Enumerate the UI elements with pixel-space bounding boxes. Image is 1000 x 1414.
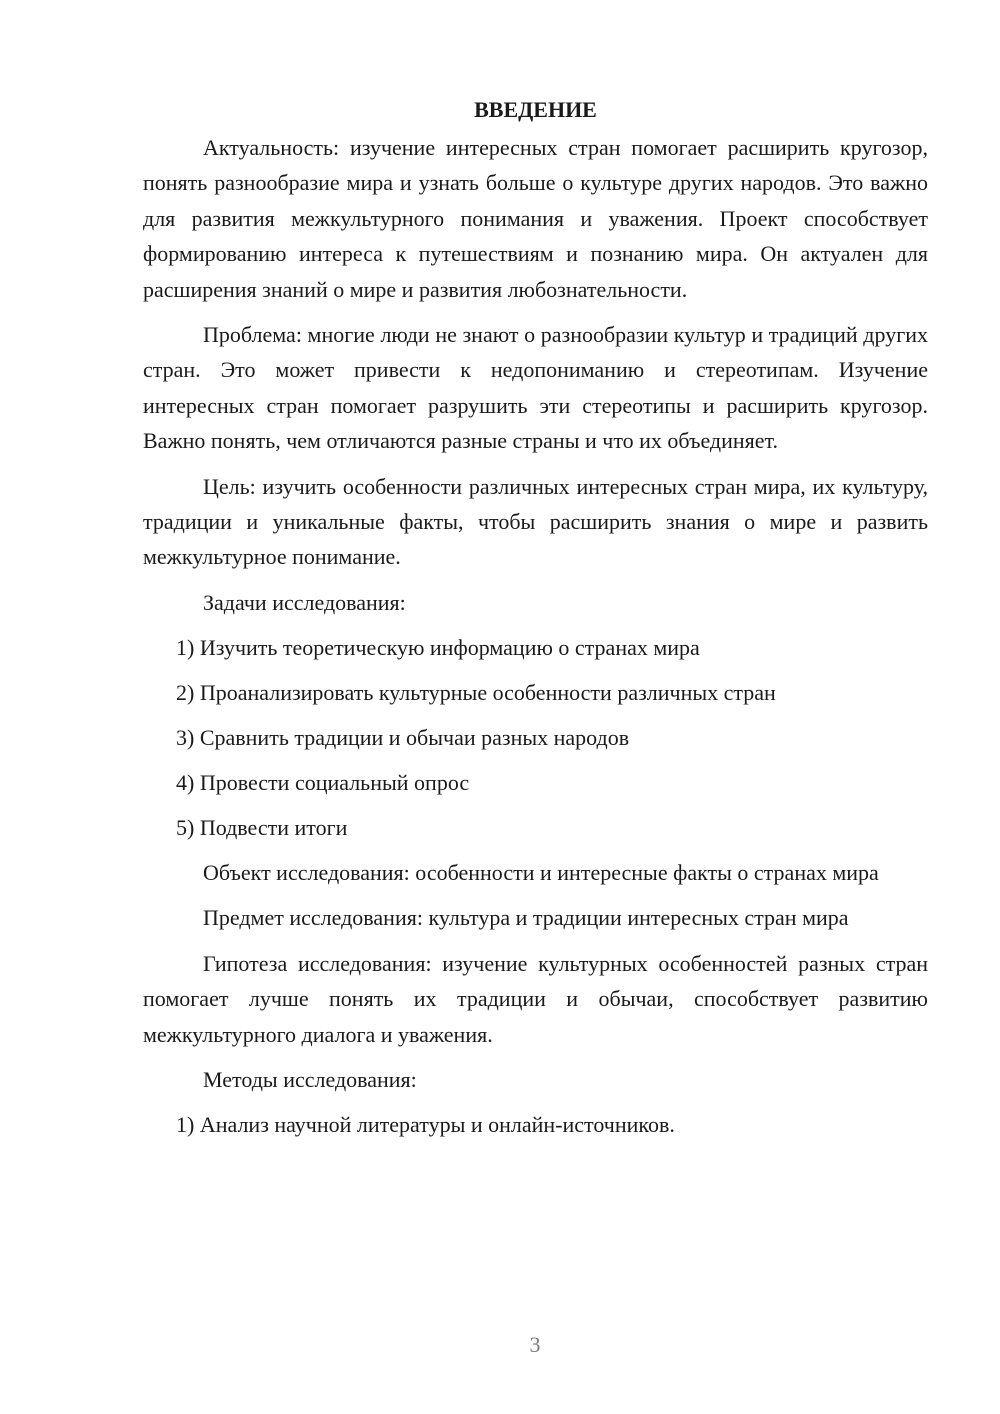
method-item: 1) Анализ научной литературы и онлайн-источников. [176, 1111, 675, 1137]
hypothesis-paragraph: Гипотеза исследования: изучение культурных особенностей разных стран помогает лучше понять их традиции и обычаи, способствует развитию межкультурного диалога и уважения. [143, 950, 928, 1047]
methods-heading: Методы исследования: [203, 1066, 417, 1092]
subject-paragraph: Предмет исследования: культура и традиции интересных стран мира [203, 905, 849, 931]
task-item: 3) Сравнить традиции и обычаи разных народов [176, 724, 630, 750]
methods-list [143, 1107, 928, 1142]
section-title: ВВЕДЕНИЕ [474, 97, 597, 122]
tasks-list [143, 630, 928, 845]
goal-paragraph: Цель: изучить особенности различных интересных стран мира, их культуру, традиции и уникальные факты, чтобы расширить знания о мире и развить межкультурное понимание. [143, 473, 928, 570]
page-number: 3 [529, 1332, 541, 1357]
relevance-paragraph: Актуальность: изучение интересных стран помогает расширить кругозор, понять разнообразие мира и узнать больше о культуре других народов. Это важно для развития межкультурного понимания и уважения. Проект способствует формированию интереса к путешествиям и познанию мира. Он актуален для расширения знаний о мире и развития любознательности. [143, 135, 928, 302]
object-paragraph: Объект исследования: особенности и интересные факты о странах мира [203, 859, 879, 885]
tasks-heading: Задачи исследования: [203, 589, 406, 615]
problem-paragraph: Проблема: многие люди не знают о разнообразии культур и традиций других стран. Это может привести к недопониманию и стереотипам. Изучение интересных стран помогает разрушить эти стереотипы и расширить кругозор. Важно понять, чем отличаются разные страны и что их объединяет. [143, 322, 928, 454]
task-item: 5) Подвести итоги [176, 814, 348, 840]
task-item: 2) Проанализировать культурные особенности различных стран [176, 679, 776, 705]
task-item: 1) Изучить теоретическую информацию о странах мира [176, 634, 700, 660]
task-item: 4) Провести социальный опрос [176, 769, 470, 795]
document-page [143, 92, 928, 1152]
